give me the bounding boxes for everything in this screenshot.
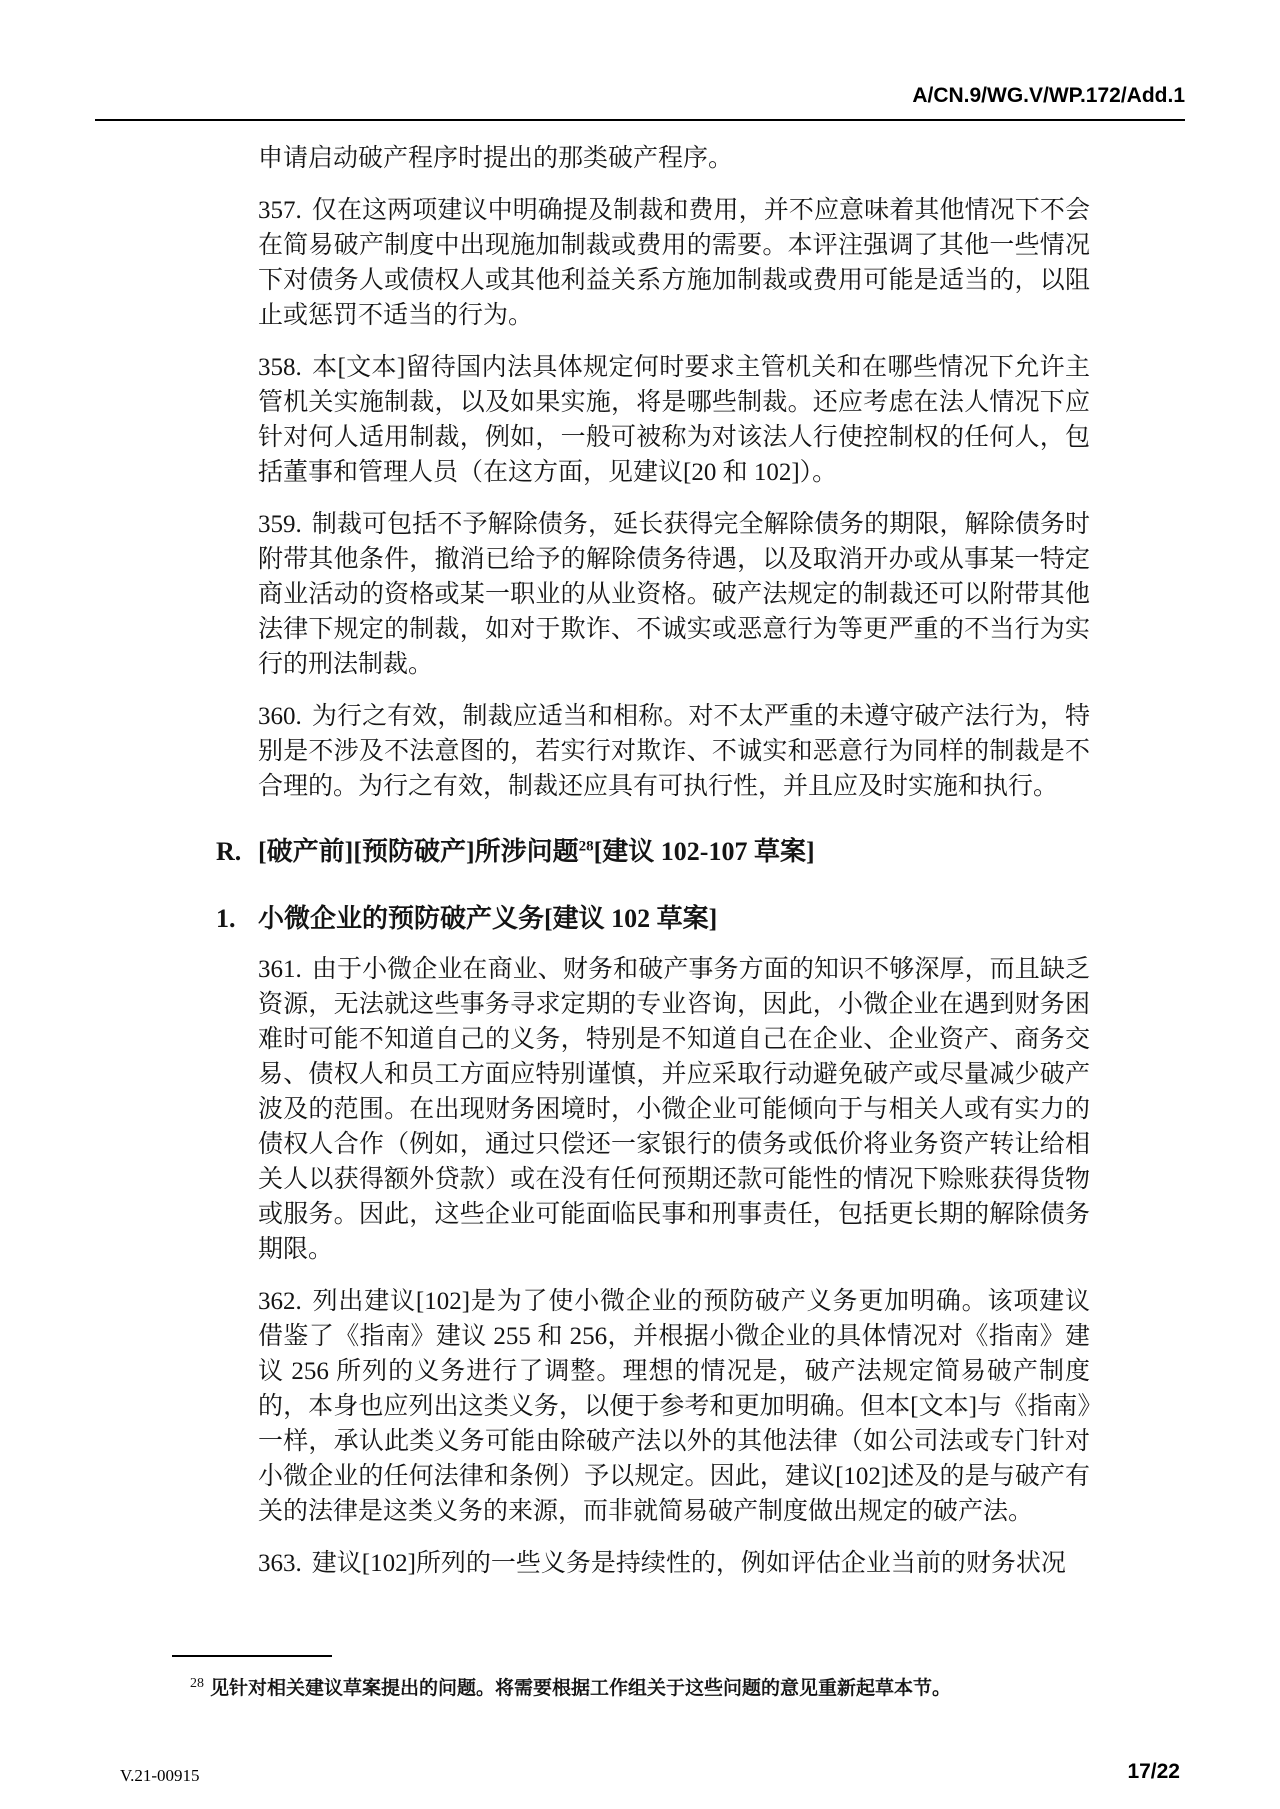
paragraph-number: 361.	[258, 956, 302, 983]
paragraph-number: 357.	[258, 197, 302, 224]
paragraph-number: 358.	[258, 354, 302, 381]
paragraph-text: 仅在这两项建议中明确提及制裁和费用，并不应意味着其他情况下不会在简易破产制度中出现施加制裁或费用的需要。本评注强调了其他一些情况下对债务人或债权人或其他利益关系方施加制裁或费用可能是适当的，以阻止或惩罚不适当的行为。	[258, 197, 1090, 329]
paragraph-359	[258, 507, 1090, 682]
paragraph-362	[258, 1284, 1090, 1529]
paragraph-text: 本[文本]留待国内法具体规定何时要求主管机关和在哪些情况下允许主管机关实施制裁，以及如果实施，将是哪些制裁。还应考虑在法人情况下应针对何人适用制裁，例如，一般可被称为对该法人行使控制权的任何人，包括董事和管理人员（在这方面，见建议[20 和 102]）。	[258, 354, 1090, 486]
subsection-heading-1	[216, 901, 1090, 936]
paragraph-text: 申请启动破产程序时提出的那类破产程序。	[258, 145, 734, 172]
document-symbol: A/CN.9/WG.V/WP.172/Add.1	[912, 84, 1185, 107]
paragraph-363	[258, 1546, 1090, 1581]
paragraph-358	[258, 350, 1090, 490]
paragraph-text: 为行之有效，制裁应适当和相称。对不太严重的未遵守破产法行为，特别是不涉及不法意图的，若实行对欺诈、不诚实和恶意行为同样的制裁是不合理的。为行之有效，制裁还应具有可执行性，并且应及时实施和执行。	[258, 703, 1090, 800]
paragraph-number: 363.	[258, 1550, 302, 1577]
subsection-title: 小微企业的预防破产义务[建议 102 草案]	[258, 904, 718, 933]
document-body	[216, 141, 1090, 1581]
footnote-separator	[172, 1655, 332, 1657]
section-heading-r	[216, 834, 1090, 869]
paragraph-number: 360.	[258, 703, 302, 730]
footer-job-number: V.21-00915	[120, 1766, 200, 1785]
paragraph-text: 由于小微企业在商业、财务和破产事务方面的知识不够深厚，而且缺乏资源，无法就这些事务寻求定期的专业咨询，因此，小微企业在遇到财务困难时可能不知道自己的义务，特别是不知道自己在企业、企业资产、商务交易、债权人和员工方面应特别谨慎，并应采取行动避免破产或尽量减少破产波及的范围。在出现财务困境时，小微企业可能倾向于与相关人或有实力的债权人合作（例如，通过只偿还一家银行的债务或低价将业务资产转让给相关人以获得额外贷款）或在没有任何预期还款可能性的情况下赊账获得货物或服务。因此，这些企业可能面临民事和刑事责任，包括更长期的解除债务期限。	[258, 956, 1090, 1263]
section-label: R.	[216, 837, 242, 866]
paragraph-text: 列出建议[102]是为了使小微企业的预防破产义务更加明确。该项建议借鉴了《指南》建议 255 和 256，并根据小微企业的具体情况对《指南》建议 256 所列的义务进行了调整。理想的情况是，破产法规定简易破产制度的，本身也应列出这类义务，以便于参考和更加明确。但本[文本]与《指南》一样，承认此类义务可能由除破产法以外的其他法律（如公司法或专门针对小微企业的任何法律和条例）予以规定。因此，建议[102]述及的是与破产有关的法律是这类义务的来源，而非就简易破产制度做出规定的破产法。	[258, 1288, 1090, 1525]
footnote-text: 见针对相关建议草案提出的问题。将需要根据工作组关于这些问题的意见重新起草本节。	[210, 1678, 952, 1699]
paragraph-text: 制裁可包括不予解除债务，延长获得完全解除债务的期限，解除债务时附带其他条件，撤消已给予的解除债务待遇，以及取消开办或从事某一特定商业活动的资格或某一职业的从业资格。破产法规定的制裁还可以附带其他法律下规定的制裁，如对于欺诈、不诚实或恶意行为等更严重的不当行为实行的刑法制裁。	[258, 511, 1090, 678]
footnote-number: 28	[190, 1675, 204, 1691]
paragraph-357	[258, 193, 1090, 333]
header-rule	[95, 119, 1185, 121]
section-title: [破产前][预防破产]所涉问题$^{28}$[建议 102-107 草案]	[258, 837, 815, 866]
subsection-label: 1.	[216, 904, 236, 933]
paragraph-text: 建议[102]所列的一些义务是持续性的，例如评估企业当前的财务状况	[311, 1550, 1066, 1577]
paragraph-number: 362.	[258, 1288, 302, 1315]
footnote-reference-28: 28	[578, 838, 594, 855]
continuation-paragraph	[258, 141, 1090, 176]
footnote-28	[190, 1676, 1040, 1702]
paragraph-number: 359.	[258, 511, 302, 538]
paragraph-361	[258, 952, 1090, 1267]
footer-page-indicator: 17/22	[1127, 1760, 1180, 1783]
paragraph-360	[258, 699, 1090, 804]
